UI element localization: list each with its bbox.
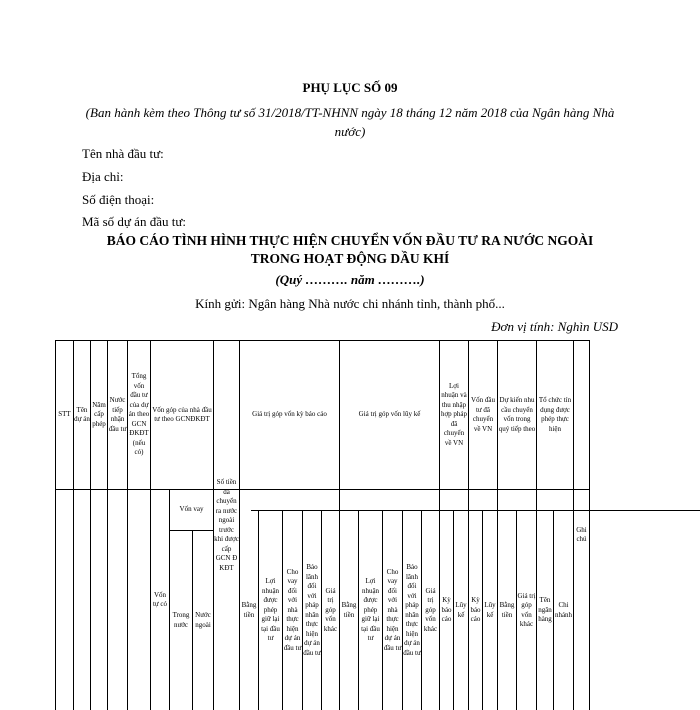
header-von-tu-co: Vốn tự có: [152, 590, 168, 608]
header-tong-von: Tổng vốn đầu tư của dự án theo GCN ĐKĐT (nếu có): [128, 372, 150, 457]
header-nam-cap-phep: Năm cấp phép: [92, 400, 106, 428]
lk-bao-lanh: Bảo lãnh đối với pháp nhân thực hiện dự án đầu tư: [403, 563, 421, 657]
report-period: (Quý ………. năm ……….): [275, 272, 425, 287]
lk-cho-vay: Cho vay đối với nhà thực hiện dự án đầu tư: [383, 567, 402, 652]
lk-loi-nhuan-giu-lai: Lợi nhuận được phép giữ lại tại đầu tư: [361, 577, 380, 643]
header-to-chuc-tin-dung: Tổ chức tín dụng được phép thực hiện: [538, 396, 572, 433]
header-ghi-chu: Ghi chú: [576, 525, 587, 543]
header-nuoc-ngoai: Nước ngoài: [195, 611, 211, 629]
document-subtitle: (Ban hành kèm theo Thông tư số 31/2018/TT-NHNN ngày 18 tháng 12 năm 2018 của Ngân hàng Nhà nước): [85, 105, 615, 139]
header-gia-tri-luy-ke: Giá trị góp vốn lũy kế: [358, 410, 421, 419]
kbc-loi-nhuan-giu-lai: Lợi nhuận được phép giữ lại tại đầu tư: [261, 577, 280, 643]
report-table: [55, 340, 590, 710]
field-phone: Số điện thoại:: [82, 192, 155, 207]
field-address: Địa chỉ:: [82, 169, 124, 184]
report-title-line1: BÁO CÁO TÌNH HÌNH THỰC HIỆN CHUYỂN VỐN ĐẦU TƯ RA NƯỚC NGOÀI: [106, 233, 594, 248]
lk-gia-tri-von-khac: Giá trị góp vốn khác: [423, 586, 438, 633]
kbc-bang-tien: Bằng tiền: [241, 601, 257, 619]
dk-bang-tien: Bằng tiền: [499, 601, 515, 619]
report-recipient: Kính gửi: Ngân hàng Nhà nước chi nhánh tỉnh, thành phố...: [195, 296, 505, 311]
tctd-chi-nhanh: Chi nhánh: [554, 601, 573, 619]
header-ten-du-an: Tên dự án: [74, 405, 90, 423]
header-loi-nhuan: Lợi nhuận và thu nhập hợp pháp đã chuyển về VN: [440, 381, 468, 447]
field-project-code: Mã số dự án đầu tư:: [82, 214, 186, 229]
report-title-line2: TRONG HOẠT ĐỘNG DẦU KHÍ: [250, 251, 450, 266]
ln-ky-bao-cao: Kỳ báo cáo: [441, 596, 452, 624]
header-trong-nuoc: Trong nước: [172, 611, 190, 629]
lk-bang-tien: Bằng tiền: [341, 601, 357, 619]
header-du-kien: Dự kiến nhu cầu chuyển vốn trong quý tiếp theo: [498, 396, 536, 433]
kbc-bao-lanh: Bảo lãnh đối với pháp nhân thực hiện dự án đầu tư: [303, 563, 321, 657]
header-von-dau-tu-chuyen-ve: Vốn đầu tư đã chuyển về VN: [471, 396, 495, 433]
header-so-tien-da-chuyen: Số tiền đã chuyển ra nước ngoài trước khi được cấp GCN Đ KĐT: [214, 478, 239, 572]
report-title: [60, 232, 640, 268]
kbc-gia-tri-von-khac: Giá trị góp vốn khác: [323, 586, 338, 633]
kbc-cho-vay: Cho vay đối với nhà thực hiện dự án đầu tư: [283, 567, 302, 652]
dk-gia-tri-von-khac: Giá trị góp vốn khác: [517, 591, 536, 628]
ln-luy-ke: Lũy kế: [455, 601, 467, 619]
vcv-ky-bao-cao: Kỳ báo cáo: [470, 596, 481, 624]
vcv-luy-ke: Lũy kế: [484, 601, 496, 619]
header-stt: STT: [58, 410, 71, 419]
table-header-row1-bottom: [55, 489, 590, 490]
header-von-vay: Vốn vay: [179, 505, 204, 514]
document-title: PHỤ LỤC SỐ 09: [302, 80, 398, 95]
header-gia-tri-ky-bao-cao: Giá trị góp vốn kỳ báo cáo: [252, 410, 327, 419]
field-investor-name: Tên nhà đầu tư:: [82, 146, 164, 161]
tctd-ten-ngan-hang: Tên ngân hàng: [538, 596, 552, 624]
unit-label: Đơn vị tính: Nghìn USD: [491, 319, 618, 334]
header-nuoc-tiep-nhan: Nước tiếp nhận đầu tư: [108, 396, 127, 433]
header-von-gop: Vốn góp của nhà đầu tư theo GCNĐKĐT: [152, 405, 212, 423]
